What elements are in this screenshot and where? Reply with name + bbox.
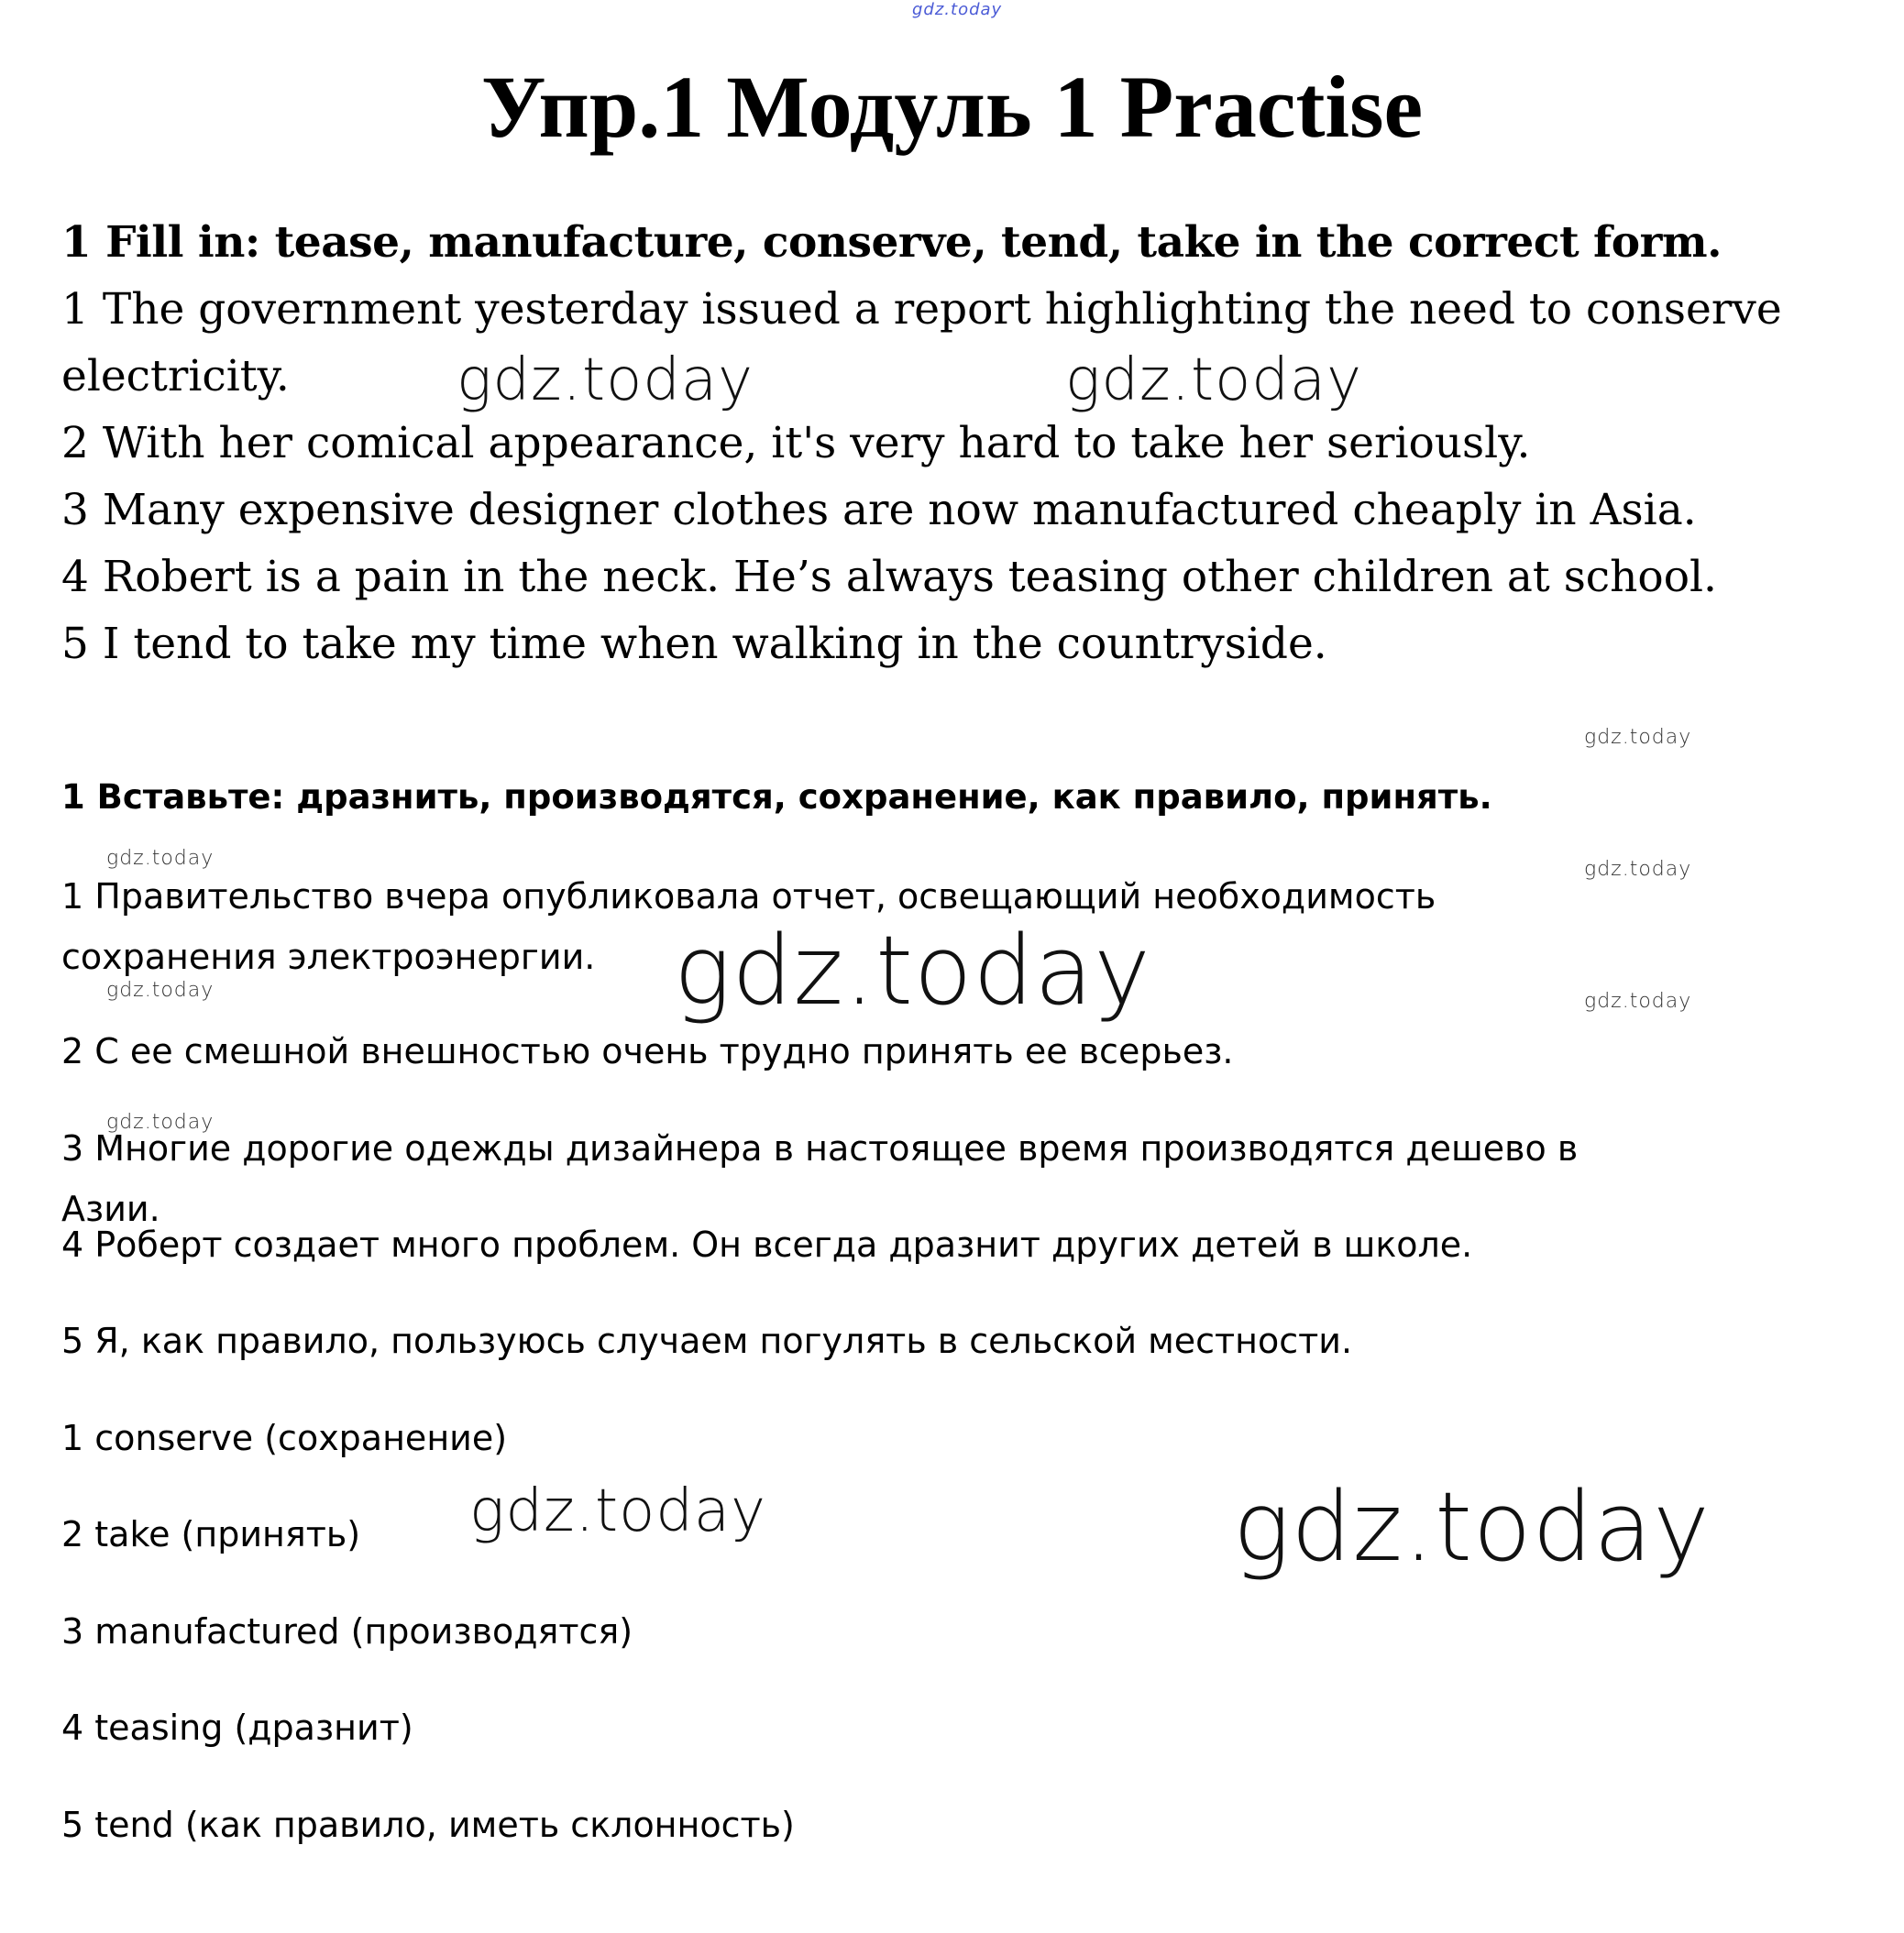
answer-item: 4 teasing (дразнит): [61, 1708, 413, 1748]
russian-item: 4 Роберт создает много проблем. Он всегда дразнит других детей в школе.: [61, 1225, 1473, 1265]
watermark: gdz.today: [457, 346, 754, 414]
russian-item: 2 С ее смешной внешностью очень трудно принять ее всерьез.: [61, 1031, 1234, 1071]
watermark-small: gdz.today: [1584, 858, 1692, 881]
english-exercise: [61, 209, 1803, 677]
watermark: gdz.today: [1065, 346, 1362, 414]
answer-item: 5 tend (как правило, иметь склонность): [61, 1805, 795, 1845]
watermark-large: gdz.today: [674, 915, 1151, 1027]
watermark-large: gdz.today: [1233, 1471, 1711, 1583]
page-title: Упр.1 Модуль 1 Practise: [480, 58, 1424, 156]
watermark-small: gdz.today: [1584, 990, 1692, 1013]
watermark-small: gdz.today: [1584, 726, 1692, 749]
english-line: electricity.: [61, 351, 290, 401]
russian-heading: 1 Вставьте: дразнить, производятся, сохранение, как правило, принять.: [61, 777, 1492, 817]
russian-item: 1 Правительство вчера опубликовала отчет, освещающий необходимость сохранения электроэнергии.: [61, 876, 1436, 977]
english-line: 4 Robert is a pain in the neck. He’s always teasing other children at school.: [61, 552, 1717, 602]
watermark-small: gdz.today: [106, 1111, 215, 1134]
russian-item: 5 Я, как правило, пользуюсь случаем погулять в сельской местности.: [61, 1321, 1353, 1361]
watermark: gdz.today: [469, 1477, 766, 1545]
english-line: 3 Many expensive designer clothes are now manufactured cheaply in Asia.: [61, 485, 1697, 535]
answer-item: 2 take (принять): [61, 1514, 361, 1554]
english-line: 5 I tend to take my time when walking in the countryside.: [61, 619, 1327, 669]
english-line: 2 With her comical appearance, it's very hard to take her seriously.: [61, 418, 1531, 468]
russian-item: 3 Многие дорогие одежды дизайнера в настоящее время производятся дешево в Азии.: [61, 1128, 1579, 1229]
english-line: 1 The government yesterday issued a report highlighting the need to conserve: [61, 284, 1782, 335]
watermark-small: gdz.today: [106, 979, 215, 1002]
answer-item: 3 manufactured (производятся): [61, 1611, 633, 1652]
answer-item: 1 conserve (сохранение): [61, 1418, 508, 1458]
english-heading: 1 Fill in: tease, manufacture, conserve, tend, take in the correct form.: [61, 217, 1722, 268]
watermark-top: gdz.today: [912, 0, 1003, 19]
watermark-small: gdz.today: [106, 847, 215, 870]
